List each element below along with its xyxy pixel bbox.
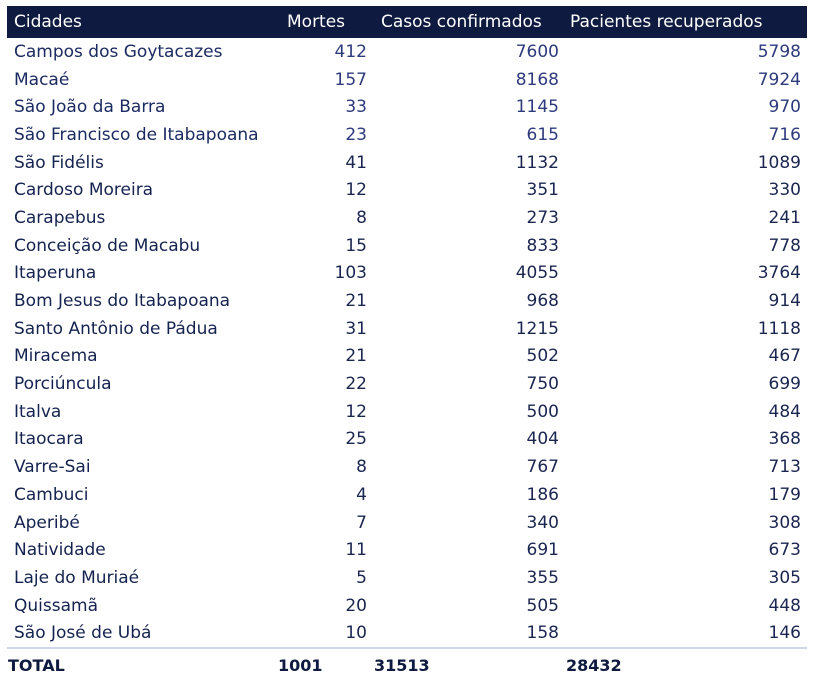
- total-deaths: 1001: [277, 648, 373, 681]
- cases-value: 7600: [515, 41, 559, 62]
- deaths-value: 15: [345, 235, 367, 256]
- city-name: São João da Barra: [14, 97, 166, 118]
- deaths-value: 11: [345, 540, 367, 561]
- recovered-value: 716: [768, 124, 801, 145]
- table-row: [7, 260, 807, 288]
- city-name: Porciúncula: [14, 374, 112, 395]
- table-footer: [7, 648, 807, 681]
- deaths-value: 21: [345, 291, 367, 312]
- city-name: Miracema: [14, 346, 98, 367]
- deaths-value: 21: [345, 346, 367, 367]
- table-row: [7, 398, 807, 426]
- table-row: [7, 315, 807, 343]
- cases-value: 750: [526, 374, 559, 395]
- deaths-value: 5: [356, 567, 367, 588]
- cases-value: 4055: [515, 263, 559, 284]
- table-body: [7, 38, 807, 648]
- deaths-value: 41: [345, 152, 367, 173]
- cases-value: 355: [526, 567, 559, 588]
- cases-value: 351: [526, 180, 559, 201]
- cases-value: 505: [526, 595, 559, 616]
- recovered-value: 778: [768, 235, 801, 256]
- city-name: Quissamã: [14, 595, 98, 616]
- table-row: [7, 536, 807, 564]
- deaths-value: 31: [345, 318, 367, 339]
- cases-value: 615: [526, 124, 559, 145]
- deaths-value: 12: [345, 401, 367, 422]
- table-header: [7, 6, 807, 38]
- city-name: Santo Antônio de Pádua: [14, 318, 218, 339]
- recovered-value: 1089: [757, 152, 801, 173]
- city-name: Italva: [14, 401, 62, 422]
- deaths-value: 103: [334, 263, 367, 284]
- city-name: Laje do Muriaé: [14, 567, 140, 588]
- table-row: [7, 619, 807, 648]
- cases-value: 1145: [515, 97, 559, 118]
- table-row: [7, 149, 807, 177]
- recovered-value: 368: [768, 429, 801, 450]
- recovered-value: 970: [768, 97, 801, 118]
- table-row: [7, 564, 807, 592]
- city-name: São José de Ubá: [14, 623, 152, 644]
- city-name: São Fidélis: [14, 152, 104, 173]
- cases-value: 8168: [515, 69, 559, 90]
- table-row: [7, 481, 807, 509]
- table-row: [7, 426, 807, 454]
- deaths-value: 33: [345, 97, 367, 118]
- total-recovered: 28432: [565, 648, 807, 681]
- recovered-value: 330: [768, 180, 801, 201]
- cases-value: 158: [526, 623, 559, 644]
- recovered-value: 7924: [757, 69, 801, 90]
- deaths-value: 8: [356, 207, 367, 228]
- covid-cities-table: [7, 6, 807, 681]
- cases-value: 691: [526, 540, 559, 561]
- header-recovered-patients: Pacientes recuperados: [565, 6, 807, 38]
- covid-table-container: [7, 6, 807, 681]
- table-row: [7, 38, 807, 66]
- city-name: Itaperuna: [14, 263, 97, 284]
- recovered-value: 713: [768, 457, 801, 478]
- cases-value: 767: [526, 457, 559, 478]
- cases-value: 1215: [515, 318, 559, 339]
- recovered-value: 305: [768, 567, 801, 588]
- recovered-value: 673: [768, 540, 801, 561]
- recovered-value: 5798: [757, 41, 801, 62]
- recovered-value: 484: [768, 401, 801, 422]
- deaths-value: 412: [334, 41, 367, 62]
- table-row: [7, 176, 807, 204]
- recovered-value: 241: [768, 207, 801, 228]
- city-name: Natividade: [14, 540, 106, 561]
- deaths-value: 12: [345, 180, 367, 201]
- city-name: Conceição de Macabu: [14, 235, 201, 256]
- recovered-value: 146: [768, 623, 801, 644]
- table-row: [7, 287, 807, 315]
- city-name: Aperibé: [14, 512, 80, 533]
- recovered-value: 467: [768, 346, 801, 367]
- cases-value: 502: [526, 346, 559, 367]
- table-row: [7, 66, 807, 94]
- recovered-value: 914: [768, 291, 801, 312]
- recovered-value: 179: [768, 484, 801, 505]
- cases-value: 833: [526, 235, 559, 256]
- cases-value: 186: [526, 484, 559, 505]
- table-row: [7, 232, 807, 260]
- total-label: TOTAL: [7, 648, 277, 681]
- cases-value: 1132: [515, 152, 559, 173]
- header-cities: Cidades: [7, 6, 277, 38]
- total-row: [7, 648, 807, 681]
- city-name: Carapebus: [14, 207, 106, 228]
- recovered-value: 448: [768, 595, 801, 616]
- deaths-value: 25: [345, 429, 367, 450]
- table-row: [7, 204, 807, 232]
- recovered-value: 699: [768, 374, 801, 395]
- city-name: Itaocara: [14, 429, 84, 450]
- cases-value: 500: [526, 401, 559, 422]
- deaths-value: 4: [356, 484, 367, 505]
- deaths-value: 10: [345, 623, 367, 644]
- table-row: [7, 453, 807, 481]
- table-row: [7, 592, 807, 620]
- cases-value: 968: [526, 291, 559, 312]
- recovered-value: 308: [768, 512, 801, 533]
- table-row: [7, 93, 807, 121]
- recovered-value: 1118: [757, 318, 801, 339]
- header-row: [7, 6, 807, 38]
- deaths-value: 157: [334, 69, 367, 90]
- city-name: Macaé: [14, 69, 70, 90]
- header-deaths: Mortes: [277, 6, 373, 38]
- deaths-value: 20: [345, 595, 367, 616]
- cases-value: 404: [526, 429, 559, 450]
- city-name: Varre-Sai: [14, 457, 91, 478]
- recovered-value: 3764: [757, 263, 801, 284]
- table-row: [7, 343, 807, 371]
- deaths-value: 7: [356, 512, 367, 533]
- header-confirmed-cases: Casos confirmados: [373, 6, 565, 38]
- cases-value: 273: [526, 207, 559, 228]
- table-row: [7, 509, 807, 537]
- deaths-value: 22: [345, 374, 367, 395]
- city-name: São Francisco de Itabapoana: [14, 124, 259, 145]
- total-cases: 31513: [373, 648, 565, 681]
- deaths-value: 23: [345, 124, 367, 145]
- city-name: Campos dos Goytacazes: [14, 41, 223, 62]
- city-name: Cambuci: [14, 484, 89, 505]
- deaths-value: 8: [356, 457, 367, 478]
- city-name: Cardoso Moreira: [14, 180, 154, 201]
- city-name: Bom Jesus do Itabapoana: [14, 291, 231, 312]
- cases-value: 340: [526, 512, 559, 533]
- table-row: [7, 121, 807, 149]
- table-row: [7, 370, 807, 398]
